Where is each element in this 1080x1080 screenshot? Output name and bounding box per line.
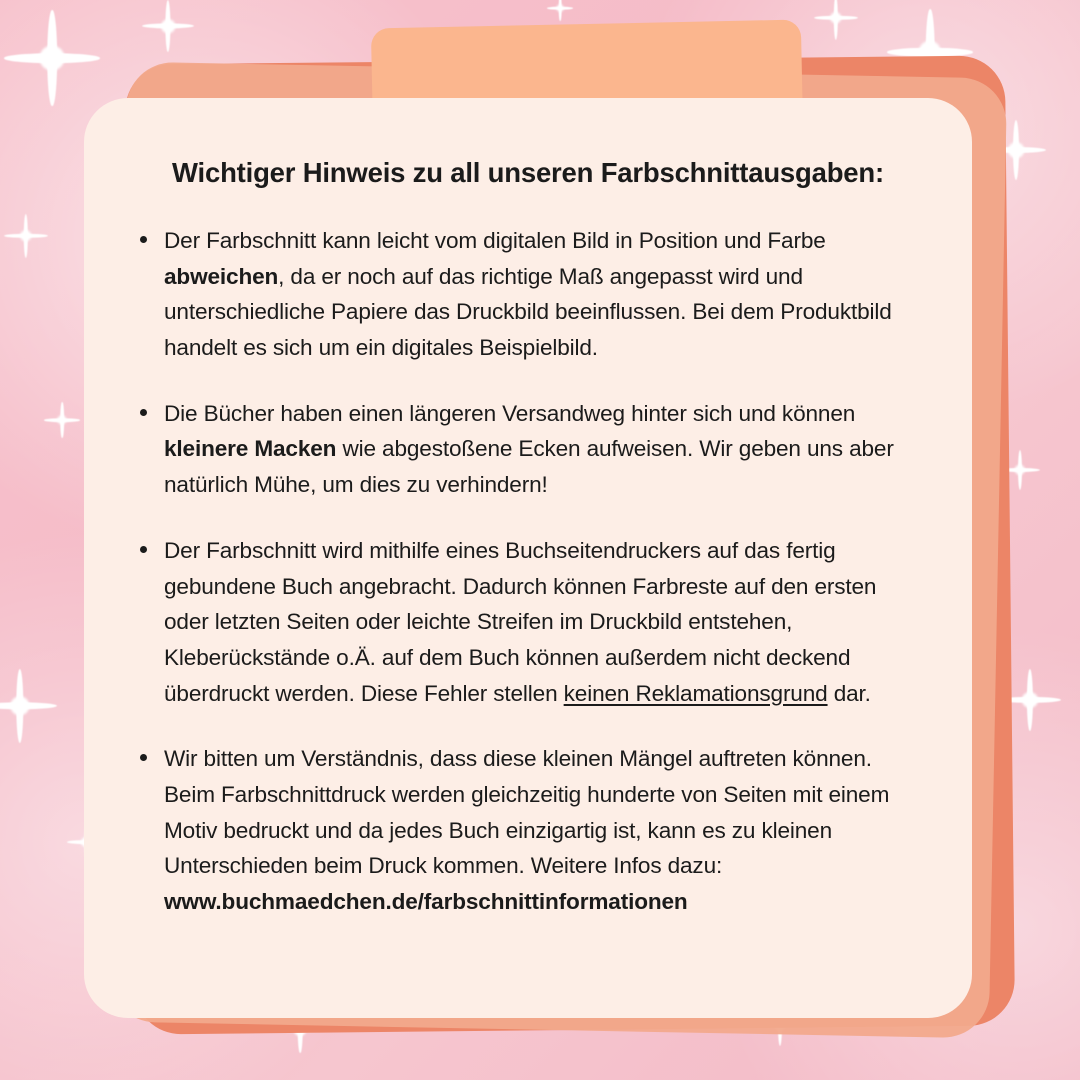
note-text: Der Farbschnitt kann leicht vom digitalen Bild in Position und Farbe bbox=[164, 228, 826, 253]
note-text: Der Farbschnitt wird mithilfe eines Buchseitendruckers auf das fertig gebundene Buch angebracht. Dadurch können Farbreste auf den ersten oder letzten Seiten oder leichte Streifen im Druckbild entstehen, Kleberückstände o.Ä. auf dem Buch können außerdem nicht deckend überdruckt werden. Diese Fehler stellen bbox=[164, 537, 877, 706]
sparkle-icon bbox=[142, 0, 194, 52]
sparkle-icon bbox=[4, 214, 48, 258]
sparkle-icon bbox=[814, 0, 858, 40]
sparkle-icon bbox=[0, 669, 57, 743]
card-content bbox=[84, 98, 972, 1018]
note-text: dar. bbox=[827, 680, 871, 706]
note-emphasis: abweichen bbox=[164, 263, 279, 289]
bullet-icon bbox=[140, 546, 147, 553]
sparkle-icon bbox=[44, 402, 80, 438]
note-item bbox=[130, 223, 926, 366]
bullet-icon bbox=[140, 754, 147, 761]
note-underline: keinen Reklamationsgrund bbox=[563, 680, 828, 706]
bullet-icon bbox=[140, 409, 147, 416]
note-item bbox=[130, 396, 926, 503]
note-text: Wir bitten um Verständnis, dass diese kleinen Mängel auftreten können. Beim Farbschnittdruck werden gleichzeitig hunderte von Seiten mit einem Motiv bedruckt und da jedes Buch einzigartig ist, kann es zu kleinen Unterschieden beim Druck kommen. Weitere Infos dazu: bbox=[164, 746, 890, 879]
note-text: , da er noch auf das richtige Maß angepasst wird und unterschiedliche Papiere das Druckbild beeinflussen. Bei dem Produktbild handelt es sich um ein digitales Beispielbild. bbox=[164, 263, 892, 361]
sparkle-icon bbox=[547, 0, 573, 21]
note-text: wie abgestoßene Ecken aufweisen. Wir geben uns aber natürlich Mühe, um dies zu verhindern! bbox=[164, 436, 894, 498]
note-text: Die Bücher haben einen längeren Versandweg hinter sich und können bbox=[164, 400, 856, 426]
note-emphasis: kleinere Macken bbox=[164, 436, 337, 462]
note-item bbox=[130, 741, 926, 919]
note-emphasis: www.buchmaedchen.de/farbschnittinformationen bbox=[164, 889, 688, 914]
note-item bbox=[130, 533, 926, 711]
notes-list bbox=[130, 223, 926, 920]
info-card bbox=[84, 98, 972, 1018]
sparkle-icon bbox=[4, 10, 100, 106]
bullet-icon bbox=[140, 236, 147, 243]
page-title: Wichtiger Hinweis zu all unseren Farbschnittausgaben: bbox=[172, 157, 884, 188]
